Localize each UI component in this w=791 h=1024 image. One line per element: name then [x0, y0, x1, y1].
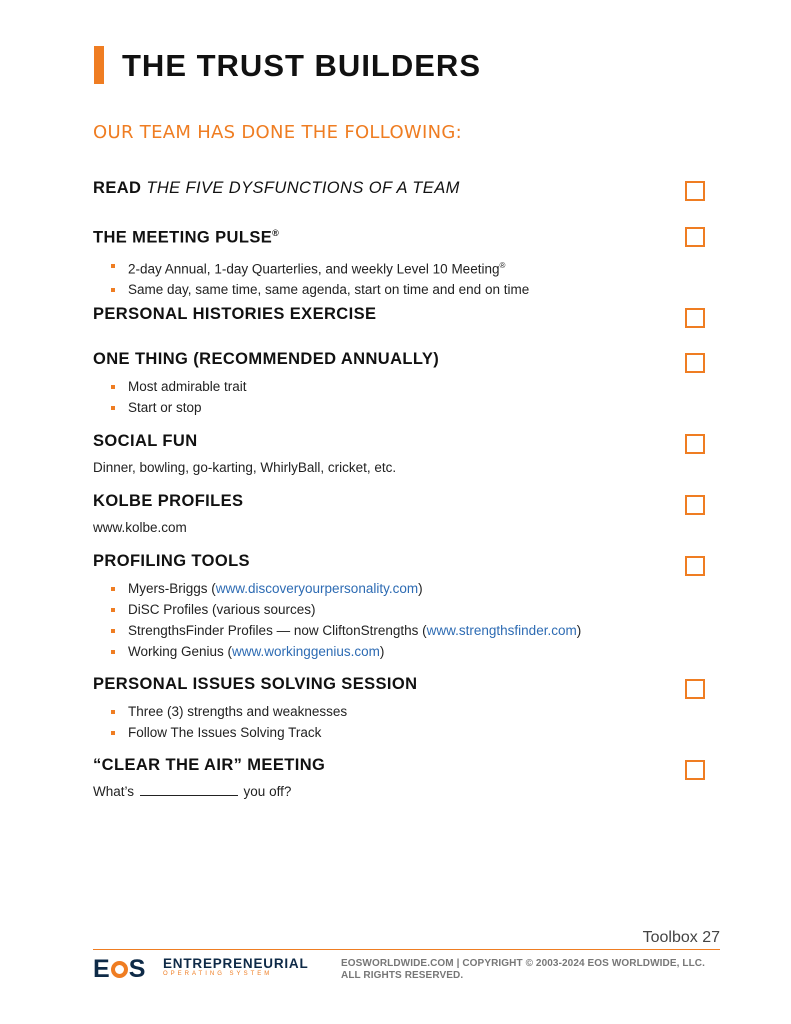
list-item: Follow The Issues Solving Track — [93, 722, 633, 743]
list-item-text: ) — [418, 581, 423, 596]
item-personal-histories — [93, 304, 633, 324]
url-link[interactable]: www.discoveryourpersonality.com — [215, 581, 419, 596]
fill-in-blank — [140, 783, 238, 796]
checkbox-issues-solving-session[interactable] — [685, 679, 705, 699]
eos-logo — [93, 955, 313, 981]
list-item — [93, 620, 633, 641]
item-heading — [93, 223, 633, 248]
item-issues-solving-session — [93, 674, 633, 743]
checkbox-personal-histories[interactable] — [685, 308, 705, 328]
checkbox-meeting-pulse[interactable] — [685, 227, 705, 247]
item-heading: KOLBE PROFILES — [93, 492, 244, 510]
item-read-five-dysfunctions — [93, 178, 633, 198]
item-profiling-tools — [93, 551, 633, 662]
item-social-fun — [93, 431, 633, 477]
item-one-thing — [93, 349, 633, 418]
list-item — [93, 641, 633, 662]
description-text: you off? — [243, 784, 292, 799]
list-item: Same day, same time, same agenda, start on time and end on time — [93, 279, 633, 300]
item-description: Dinner, bowling, go-karting, WhirlyBall, cricket, etc. — [93, 460, 397, 475]
item-heading: ONE THING (RECOMMENDED ANNUALLY) — [93, 350, 440, 368]
item-heading-bold: READ — [93, 179, 142, 197]
page-title: THE TRUST BUILDERS — [122, 48, 481, 83]
checkbox-profiling-tools[interactable] — [685, 556, 705, 576]
item-kolbe-profiles — [93, 491, 633, 537]
registered-mark: ® — [499, 260, 506, 270]
title-accent-bar — [94, 46, 104, 84]
item-heading: “CLEAR THE AIR” MEETING — [93, 756, 326, 774]
checkbox-social-fun[interactable] — [685, 434, 705, 454]
url-link[interactable]: www.workinggenius.com — [232, 644, 380, 659]
logo-subtitle: OPERATING SYSTEM — [163, 971, 273, 977]
list-item: Three (3) strengths and weaknesses — [93, 701, 633, 722]
footer-divider — [93, 949, 720, 950]
registered-mark: ® — [272, 228, 280, 238]
item-heading — [93, 178, 633, 198]
item-heading-italic: THE FIVE DYSFUNCTIONS OF A TEAM — [146, 179, 460, 197]
checkbox-one-thing[interactable] — [685, 353, 705, 373]
url-link[interactable]: www.strengthsfinder.com — [426, 623, 577, 638]
item-heading: PERSONAL ISSUES SOLVING SESSION — [93, 675, 418, 693]
bullet-list — [93, 701, 633, 743]
list-item-text: ) — [379, 644, 385, 659]
item-description — [93, 783, 633, 801]
list-item — [93, 255, 633, 280]
copyright-notice — [341, 958, 731, 982]
copyright-line: ALL RIGHTS RESERVED. — [341, 970, 464, 981]
description-text: What’s — [93, 784, 135, 799]
item-meeting-pulse — [93, 223, 633, 300]
bullet-list — [93, 376, 633, 418]
item-heading: PROFILING TOOLS — [93, 552, 250, 570]
list-item-text: ) — [576, 623, 582, 638]
item-heading: PERSONAL HISTORIES EXERCISE — [93, 305, 377, 323]
list-item: Start or stop — [93, 397, 633, 418]
copyright-line: EOSWORLDWIDE.COM | COPYRIGHT © 2003-2024 EOS WORLDWIDE, LLC. — [341, 958, 705, 969]
page-number: Toolbox 27 — [642, 929, 720, 946]
logo-name: ENTREPRENEURIAL — [163, 956, 309, 971]
list-item: Most admirable trait — [93, 376, 633, 397]
checkbox-clear-the-air[interactable] — [685, 760, 705, 780]
list-item-text: Myers-Briggs ( — [128, 581, 216, 596]
item-heading: SOCIAL FUN — [93, 432, 198, 450]
list-item — [93, 578, 633, 599]
bullet-list — [93, 255, 633, 301]
checkbox-kolbe-profiles[interactable] — [685, 495, 705, 515]
bullet-list — [93, 578, 633, 662]
item-clear-the-air — [93, 755, 633, 801]
logo-o-ring-icon — [111, 961, 128, 978]
checkbox-read-five-dysfunctions[interactable] — [685, 181, 705, 201]
list-item-text: 2-day Annual, 1-day Quarterlies, and weekly Level 10 Meeting — [128, 261, 500, 276]
item-heading-text: THE MEETING PULSE — [93, 228, 273, 247]
item-description: www.kolbe.com — [93, 520, 187, 535]
list-item: DiSC Profiles (various sources) — [93, 599, 633, 620]
logo-mark: E S — [93, 955, 146, 983]
section-subtitle: OUR TEAM HAS DONE THE FOLLOWING: — [93, 122, 463, 143]
list-item-text: Working Genius ( — [128, 644, 233, 659]
list-item-text: StrengthsFinder Profiles — now CliftonStrengths ( — [128, 623, 427, 638]
